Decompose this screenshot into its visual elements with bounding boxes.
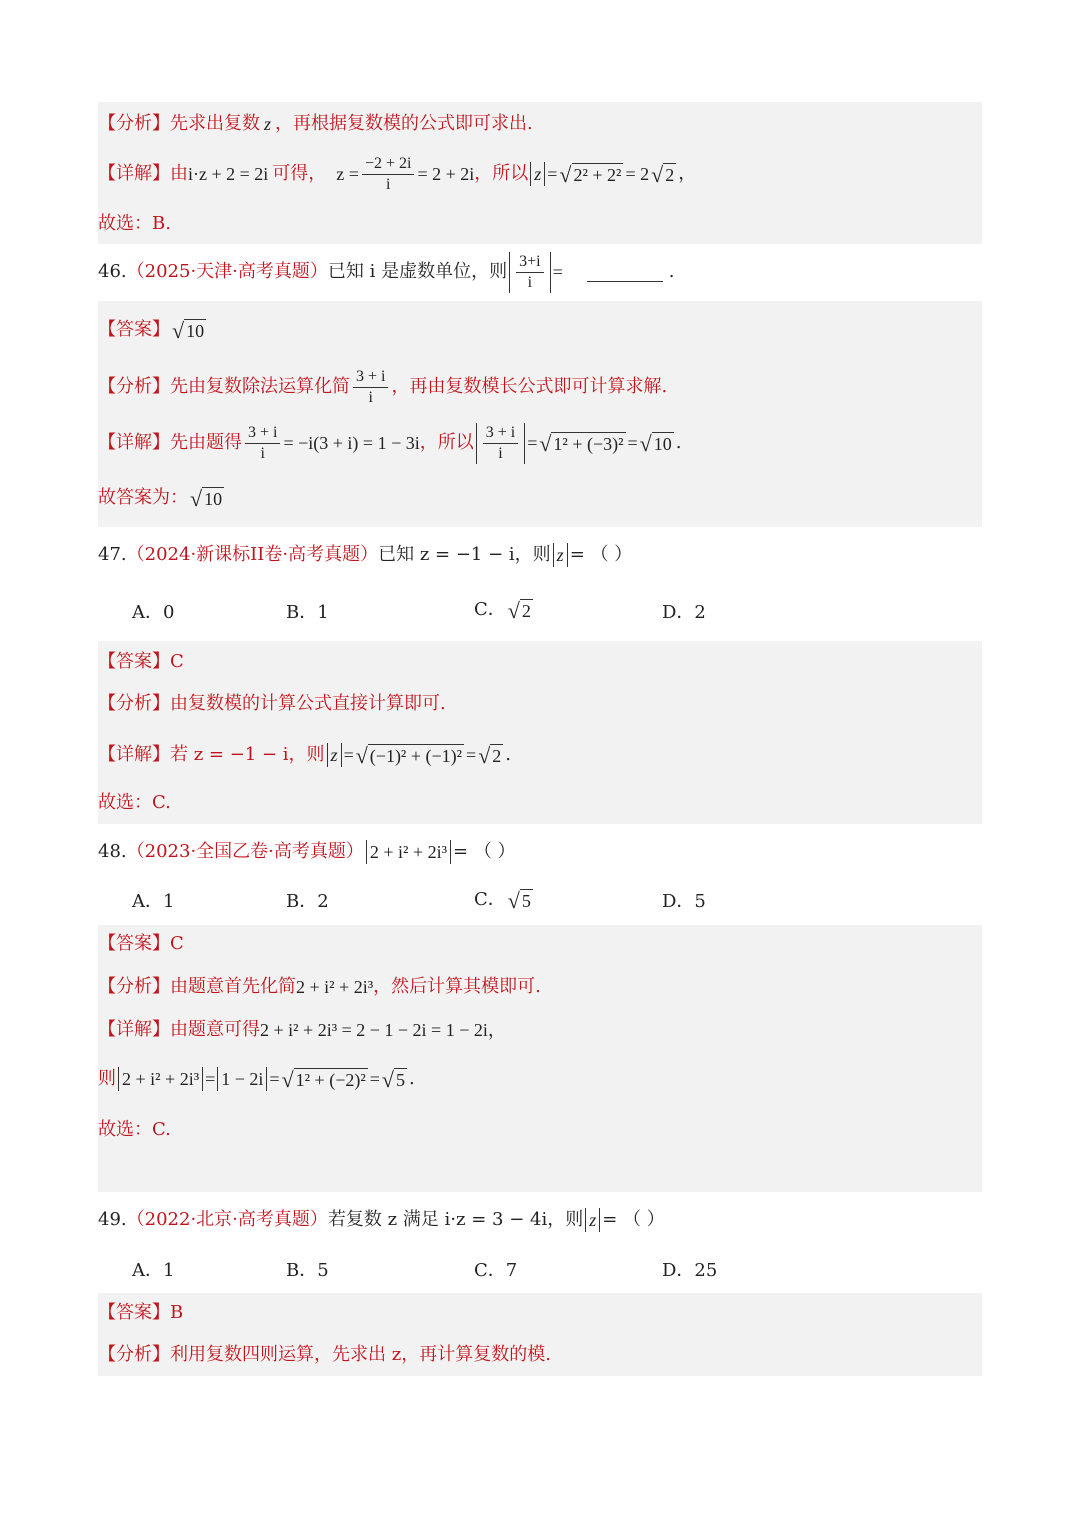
analysis-tail: ，然后计算其模即可. bbox=[373, 976, 541, 997]
radical-sign: √ bbox=[478, 742, 491, 768]
conclusion-text: 故答案为： bbox=[98, 487, 188, 508]
q48-option-d[interactable] bbox=[662, 890, 706, 914]
label-detail: 【详解】 bbox=[98, 744, 170, 765]
fraction-denominator: i bbox=[385, 175, 391, 193]
analysis-expr: 2 + i² + 2i³ bbox=[296, 977, 374, 997]
eq-sign-3: = bbox=[369, 1069, 380, 1089]
abs-fraction bbox=[476, 423, 525, 464]
analysis-text: 由题意首先化简 bbox=[170, 976, 296, 997]
option-label: D．25 bbox=[662, 1260, 718, 1281]
eq-sign: = bbox=[527, 433, 538, 453]
radicand: 10 bbox=[186, 320, 205, 341]
detail-pre: 由 bbox=[170, 163, 188, 184]
detail-eq: 2 + i² + 2i³ = 2 − 1 − 2i = 1 − 2i， bbox=[260, 1020, 506, 1040]
detail-eq: = −i(3 + i) = 1 − 3i bbox=[283, 433, 420, 453]
var-z: z bbox=[264, 114, 272, 134]
abs-z bbox=[327, 743, 342, 767]
q47-option-a[interactable] bbox=[132, 601, 174, 625]
fraction-numerator: 3 + i bbox=[483, 423, 518, 444]
final-value: = 2 bbox=[625, 164, 650, 184]
radicand: 1² + (−3)² bbox=[553, 433, 624, 454]
question-number: 47. bbox=[98, 544, 127, 565]
q46-answer bbox=[98, 318, 208, 342]
analysis-text: 先求出复数 bbox=[170, 113, 260, 134]
question-text: 若复数 z 满足 i·z = 3 − 4i，则 bbox=[327, 1209, 584, 1230]
eq-sign-2: = bbox=[466, 745, 477, 765]
conclusion-text: 故选：C. bbox=[98, 1119, 171, 1140]
question-tail: = （ ） bbox=[569, 544, 633, 565]
question-number: 46. bbox=[98, 261, 127, 282]
eq-sign: = bbox=[343, 745, 354, 765]
option-label: C． bbox=[474, 599, 506, 620]
label-answer: 【答案】 bbox=[98, 651, 170, 672]
option-label: B．5 bbox=[286, 1260, 329, 1281]
q46-stem bbox=[98, 250, 674, 294]
q48-detail-line2 bbox=[98, 1064, 415, 1094]
detail-z: z = bbox=[336, 164, 359, 184]
comma: ， bbox=[678, 163, 697, 184]
solution-block-47 bbox=[98, 641, 982, 824]
radicand: 2 bbox=[521, 601, 531, 621]
answer-value: C bbox=[170, 651, 184, 672]
analysis-text-2: ，再根据复数模的公式即可求出. bbox=[275, 113, 533, 134]
fraction-numerator: 3 + i bbox=[245, 423, 280, 444]
eq-sign-2: = bbox=[627, 433, 638, 453]
radical-sign: √ bbox=[507, 598, 520, 623]
label-answer: 【答案】 bbox=[98, 319, 170, 340]
radical-sign: √ bbox=[190, 485, 203, 511]
detail-mid: 可得， bbox=[272, 163, 327, 184]
radicand: 2 bbox=[492, 745, 502, 766]
solution-block-48 bbox=[98, 925, 982, 1192]
option-label: A．0 bbox=[132, 602, 175, 623]
radicand: 10 bbox=[653, 433, 672, 454]
radical-sign: √ bbox=[381, 1066, 394, 1092]
q49-answer bbox=[98, 1301, 183, 1325]
q48-analysis bbox=[98, 975, 541, 999]
q45-conclusion bbox=[98, 212, 171, 236]
q47-analysis bbox=[98, 692, 446, 716]
fraction bbox=[245, 423, 280, 464]
radicand: 10 bbox=[204, 488, 223, 509]
option-label: C． bbox=[474, 889, 506, 910]
fraction bbox=[483, 423, 518, 464]
question-tail: = （ ） bbox=[453, 841, 516, 862]
option-label: A．1 bbox=[132, 891, 175, 912]
period: . bbox=[505, 744, 511, 765]
q48-detail bbox=[98, 1018, 506, 1042]
abs-expr-1 bbox=[118, 1067, 203, 1091]
radicand: 5 bbox=[521, 891, 531, 911]
analysis-tail: ，再由复数模长公式即可计算求解. bbox=[391, 376, 668, 397]
answer-blank bbox=[587, 263, 663, 282]
period: . bbox=[675, 432, 682, 453]
abs-z bbox=[530, 162, 545, 186]
sqrt-final bbox=[651, 163, 676, 186]
radical-sign: √ bbox=[355, 742, 368, 768]
radicand: 1² + (−2)² bbox=[295, 1069, 366, 1090]
fraction bbox=[353, 367, 388, 408]
radicand: 2² + 2² bbox=[573, 164, 622, 185]
label-answer: 【答案】 bbox=[98, 1302, 170, 1323]
detail-pre: 先由题得 bbox=[170, 432, 242, 453]
q47-conclusion bbox=[98, 791, 171, 815]
q49-option-c[interactable] bbox=[474, 1259, 517, 1283]
question-source: （2025·天津·高考真题） bbox=[126, 261, 328, 282]
sqrt-answer bbox=[172, 319, 206, 342]
sqrt bbox=[356, 744, 464, 767]
eq-sign-2: = bbox=[269, 1069, 280, 1089]
abs-z bbox=[585, 1208, 600, 1232]
eq-sign: = bbox=[547, 164, 558, 184]
label-analysis: 【分析】 bbox=[98, 693, 170, 714]
detail-so: ，所以 bbox=[419, 432, 474, 453]
fraction-numerator: 3+i bbox=[516, 252, 543, 273]
question-source: （2024·新课标II卷·高考真题） bbox=[126, 544, 379, 565]
fraction-denominator: i bbox=[498, 444, 503, 462]
q48-stem bbox=[98, 840, 516, 864]
question-text: 已知 z = −1 − i，则 bbox=[378, 544, 551, 565]
sqrt bbox=[508, 599, 533, 622]
q48-answer bbox=[98, 932, 184, 956]
sqrt-final bbox=[382, 1068, 407, 1091]
q46-conclusion bbox=[98, 486, 226, 510]
option-label: B．1 bbox=[286, 602, 329, 623]
abs-z-var: z bbox=[330, 745, 338, 765]
q48-option-a[interactable] bbox=[132, 890, 174, 914]
answer-value: B bbox=[170, 1302, 184, 1323]
q46-detail bbox=[98, 418, 681, 468]
q47-option-b[interactable] bbox=[286, 601, 329, 625]
question-text: 已知 i 是虚数单位，则 bbox=[327, 261, 508, 282]
question-source: （2023·全国乙卷·高考真题） bbox=[126, 841, 364, 862]
expression: 1 − 2i bbox=[221, 1069, 264, 1089]
abs-expr-2 bbox=[217, 1067, 267, 1091]
detail-pre: 若 z = −1 − i，则 bbox=[170, 744, 325, 765]
label-analysis: 【分析】 bbox=[98, 376, 170, 397]
eq-sign: = bbox=[205, 1069, 216, 1089]
abs-z-var: z bbox=[556, 545, 564, 565]
detail-pre-2: 则 bbox=[98, 1068, 116, 1089]
abs-z-var: z bbox=[534, 164, 542, 184]
label-detail: 【详解】 bbox=[98, 163, 170, 184]
label-analysis: 【分析】 bbox=[98, 113, 170, 134]
fraction bbox=[516, 252, 543, 293]
conclusion-text: 故选：C. bbox=[98, 792, 171, 813]
q48-conclusion bbox=[98, 1118, 171, 1142]
abs-expr bbox=[366, 840, 451, 864]
radical-sign: √ bbox=[281, 1066, 294, 1092]
radical-sign: √ bbox=[559, 161, 572, 187]
analysis-text: 由复数模的计算公式直接计算即可. bbox=[170, 693, 446, 714]
sqrt bbox=[282, 1068, 368, 1091]
sqrt bbox=[559, 163, 623, 186]
detail-pre: 由题意可得 bbox=[170, 1019, 260, 1040]
label-detail: 【详解】 bbox=[98, 1019, 170, 1040]
detail-result: = 2 + 2i bbox=[417, 164, 475, 184]
sqrt bbox=[539, 432, 625, 455]
radical-sign: √ bbox=[639, 430, 652, 456]
question-tail: = （ ） bbox=[602, 1209, 665, 1230]
q45-analysis bbox=[98, 112, 533, 136]
expression: 2 + i² + 2i³ bbox=[369, 842, 448, 862]
label-analysis: 【分析】 bbox=[98, 1344, 170, 1365]
radicand: 2 bbox=[665, 164, 675, 185]
q49-analysis bbox=[98, 1343, 551, 1367]
sqrt-conclusion bbox=[190, 487, 224, 510]
q46-analysis bbox=[98, 364, 667, 410]
q48-option-c[interactable] bbox=[474, 888, 535, 912]
option-label: D．2 bbox=[662, 602, 706, 623]
q49-stem bbox=[98, 1208, 665, 1232]
period: . bbox=[408, 1068, 415, 1089]
period: . bbox=[668, 261, 675, 282]
abs-z-var: z bbox=[589, 1210, 597, 1230]
answer-value: C bbox=[170, 933, 184, 954]
question-number: 48. bbox=[98, 841, 127, 862]
sqrt bbox=[508, 889, 533, 912]
question-number: 49. bbox=[98, 1209, 127, 1230]
fraction-denominator: i bbox=[368, 388, 373, 406]
option-label: C．7 bbox=[474, 1260, 518, 1281]
expression: 2 + i² + 2i³ bbox=[122, 1069, 200, 1089]
detail-so: ，所以 bbox=[474, 163, 529, 184]
analysis-text: 先由复数除法运算化简 bbox=[170, 376, 350, 397]
radicand: 5 bbox=[395, 1069, 405, 1090]
sqrt-final bbox=[478, 744, 503, 767]
q45-detail bbox=[98, 150, 696, 198]
question-source: （2022·北京·高考真题） bbox=[126, 1209, 328, 1230]
radicand: (−1)² + (−1)² bbox=[369, 745, 463, 766]
eq-sign: = bbox=[552, 262, 563, 282]
q47-detail bbox=[98, 740, 511, 770]
analysis-text: 利用复数四则运算，先求出 z，再计算复数的模. bbox=[170, 1344, 551, 1365]
detail-eq: i·z + 2 = 2i bbox=[188, 164, 269, 184]
fraction-denominator: i bbox=[527, 273, 533, 291]
abs-fraction bbox=[509, 252, 550, 293]
fraction-numerator: 3 + i bbox=[353, 367, 388, 388]
q47-option-c[interactable] bbox=[474, 598, 535, 622]
option-label: B．2 bbox=[286, 891, 329, 912]
option-label: D．5 bbox=[662, 891, 706, 912]
sqrt-final bbox=[640, 432, 674, 455]
conclusion-text: 故选：B. bbox=[98, 213, 171, 234]
label-answer: 【答案】 bbox=[98, 933, 170, 954]
label-detail: 【详解】 bbox=[98, 432, 170, 453]
radical-sign: √ bbox=[539, 430, 552, 456]
radical-sign: √ bbox=[172, 317, 185, 343]
q48-option-b[interactable] bbox=[286, 890, 329, 914]
radical-sign: √ bbox=[507, 888, 520, 913]
q49-option-a[interactable] bbox=[132, 1259, 174, 1283]
q47-answer bbox=[98, 650, 184, 674]
fraction-denominator: i bbox=[260, 444, 265, 462]
fraction bbox=[362, 154, 415, 195]
abs-z bbox=[553, 543, 568, 567]
solution-block-46 bbox=[98, 301, 982, 527]
radical-sign: √ bbox=[651, 161, 664, 187]
label-analysis: 【分析】 bbox=[98, 976, 170, 997]
q49-option-b[interactable] bbox=[286, 1259, 329, 1283]
q49-option-d[interactable] bbox=[662, 1259, 717, 1283]
q47-option-d[interactable] bbox=[662, 601, 706, 625]
fraction-numerator: −2 + 2i bbox=[362, 154, 415, 175]
q47-stem bbox=[98, 543, 632, 567]
option-label: A．1 bbox=[132, 1260, 175, 1281]
